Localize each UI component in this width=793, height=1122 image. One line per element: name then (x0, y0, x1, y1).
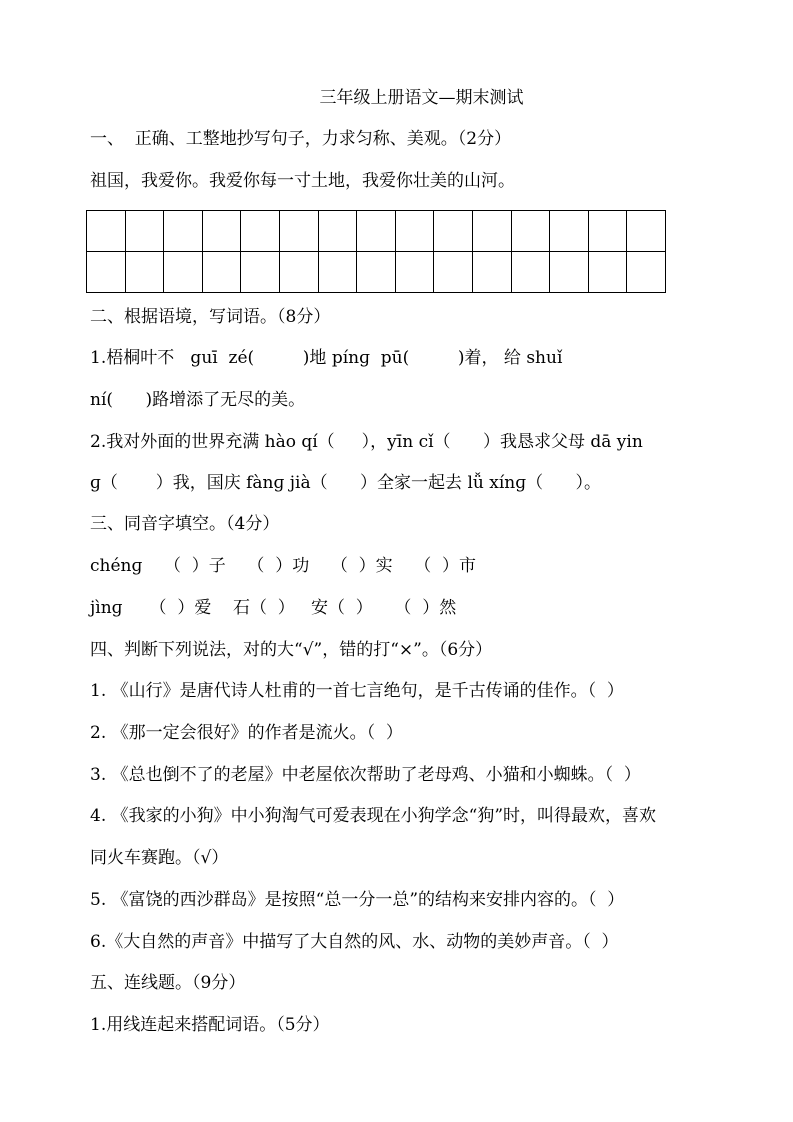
question-line: chénɡ （ ）子 （ ）功 （ ）实 （ ）市 (90, 556, 477, 576)
section-1-heading: 一、 正确、工整地抄写句子，力求匀称、美观。（2分） (90, 129, 512, 149)
writing-grid[interactable] (86, 210, 666, 293)
grid-cell[interactable] (241, 252, 280, 293)
grid-cell[interactable] (87, 252, 126, 293)
grid-cell[interactable] (395, 252, 434, 293)
grid-cell[interactable] (318, 211, 357, 252)
grid-cell[interactable] (472, 252, 511, 293)
question-line: ɡ（ ）我，国庆 fànɡ jià（ ）全家一起去 lǚ xínɡ（ ）。 (90, 473, 602, 493)
grid-cell[interactable] (434, 252, 473, 293)
grid-cell[interactable] (202, 252, 241, 293)
grid-cell[interactable] (627, 252, 666, 293)
question-line: jìnɡ （ ）爱 石（ ） 安（ ） （ ）然 (90, 598, 457, 618)
grid-cell[interactable] (434, 211, 473, 252)
question-line: 2.我对外面的世界充满 hào qí（ ），yīn cǐ（ ）我恳求父母 dā yin (90, 432, 643, 452)
question-line: 2. 《那一定会很好》的作者是流火。（ ） (90, 723, 403, 743)
grid-cell[interactable] (588, 252, 627, 293)
question-line: 5. 《富饶的西沙群岛》是按照“总一分一总”的结构来安排内容的。（ ） (90, 890, 625, 910)
grid-cell[interactable] (318, 252, 357, 293)
grid-cell[interactable] (164, 252, 203, 293)
question-line: 同火车赛跑。（√） (90, 848, 229, 868)
grid-cell[interactable] (164, 211, 203, 252)
section-2-heading: 二、根据语境，写词语。（8分） (90, 307, 331, 327)
grid-row (87, 211, 666, 252)
grid-cell[interactable] (627, 211, 666, 252)
question-line: ní( )路增添了无尽的美。 (90, 390, 306, 410)
question-line: 3. 《总也倒不了的老屋》中老屋依次帮助了老母鸡、小猫和小蜘蛛。（ ） (90, 765, 641, 785)
page-title: 三年级上册语文—期末测试 (319, 88, 524, 108)
grid-cell[interactable] (588, 211, 627, 252)
grid-cell[interactable] (395, 211, 434, 252)
question-line: 6.《大自然的声音》中描写了大自然的风、水、动物的美妙声音。（ ） (90, 932, 619, 952)
grid-cell[interactable] (511, 252, 550, 293)
section-5-heading: 五、连线题。（9分） (90, 973, 246, 993)
grid-cell[interactable] (550, 211, 589, 252)
grid-cell[interactable] (279, 252, 318, 293)
grid-cell[interactable] (357, 211, 396, 252)
question-line: 1. 《山行》是唐代诗人杜甫的一首七言绝句，是千古传诵的佳作。（ ） (90, 681, 624, 701)
grid-cell[interactable] (125, 252, 164, 293)
question-line: 1.梧桐叶不 guī zé( )地 pínɡ pū( )着， 给 shuǐ (90, 348, 563, 368)
question-line: 4. 《我家的小狗》中小狗淘气可爱表现在小狗学念“狗”时，叫得最欢，喜欢 (90, 806, 657, 826)
grid-cell[interactable] (279, 211, 318, 252)
grid-cell[interactable] (550, 252, 589, 293)
sub-question: 1.用线连起来搭配词语。（5分） (90, 1015, 330, 1035)
section-4-heading: 四、判断下列说法，对的大“√”，错的打“×”。（6分） (90, 640, 493, 660)
copy-sentence: 祖国，我爱你。我爱你每一寸土地，我爱你壮美的山河。 (90, 171, 515, 191)
grid-cell[interactable] (241, 211, 280, 252)
grid-row (87, 252, 666, 293)
grid-cell[interactable] (357, 252, 396, 293)
section-3-heading: 三、同音字填空。（4分） (90, 514, 280, 534)
grid-cell[interactable] (87, 211, 126, 252)
grid-cell[interactable] (472, 211, 511, 252)
grid-cell[interactable] (125, 211, 164, 252)
grid-cell[interactable] (202, 211, 241, 252)
grid-cell[interactable] (511, 211, 550, 252)
